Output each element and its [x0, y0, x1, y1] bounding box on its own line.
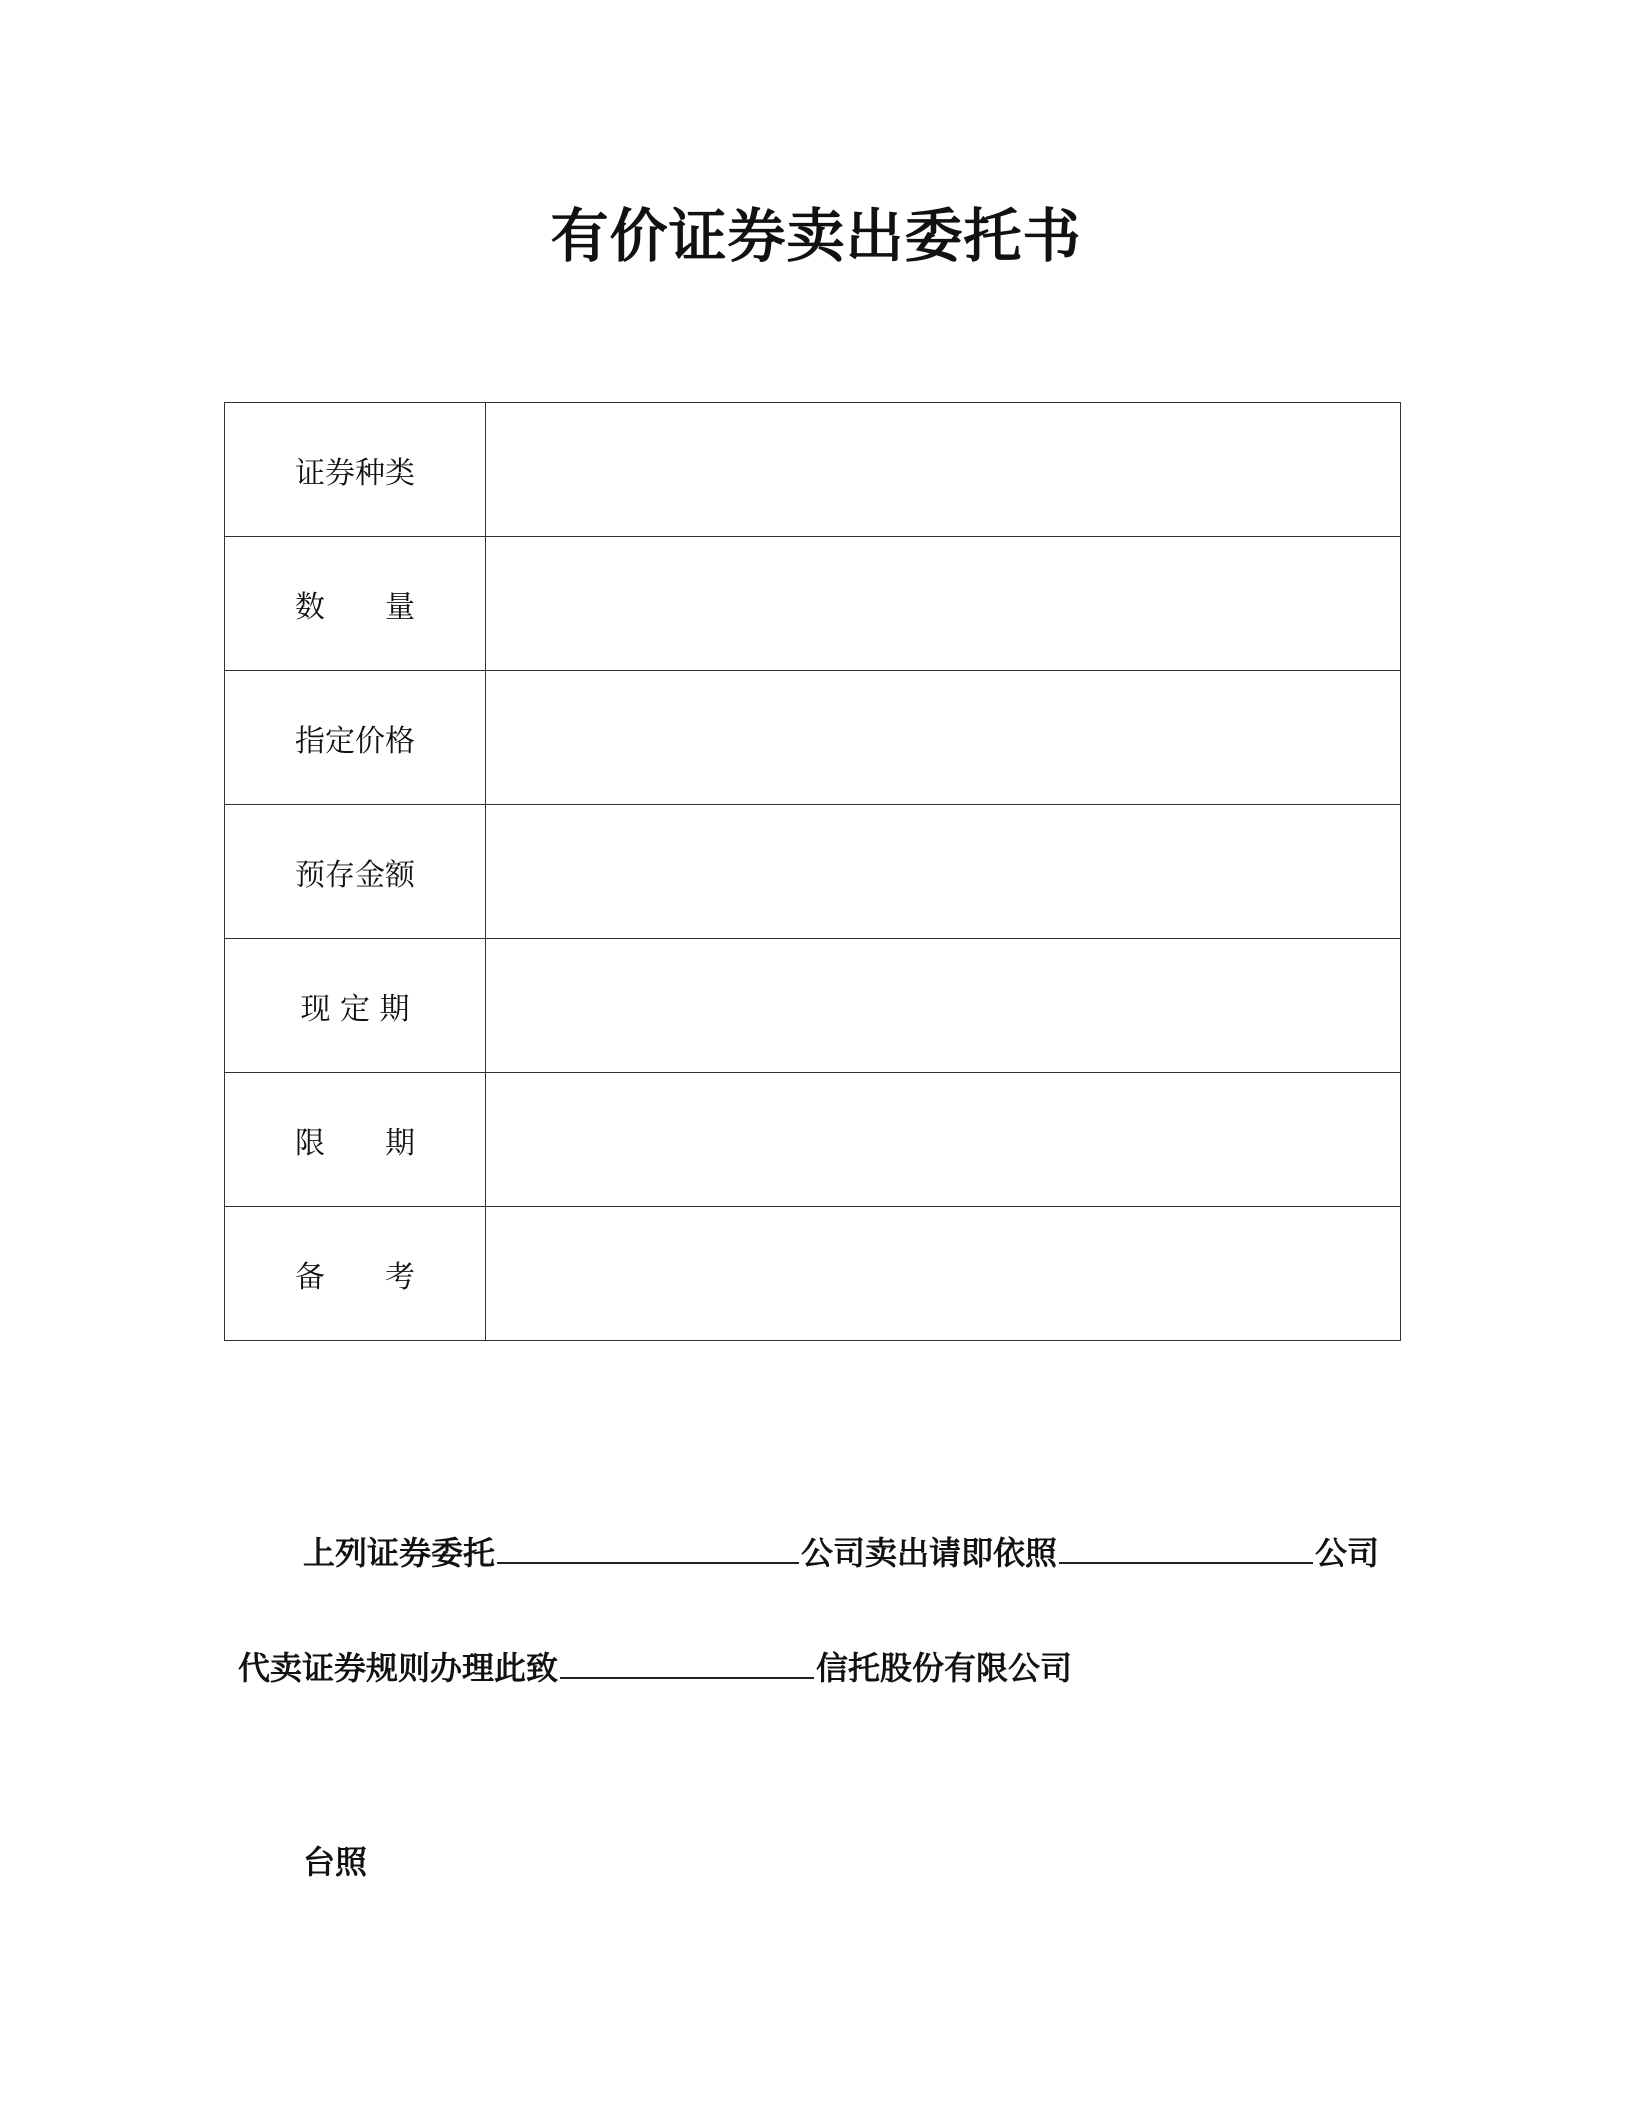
time-limit-field[interactable]: [486, 1073, 1401, 1207]
field-label-security-type: 证券种类: [295, 455, 415, 491]
label-cell: [225, 537, 486, 671]
document-title: 有价证券卖出委托书: [550, 202, 1082, 270]
table-row-security-type: [225, 403, 1401, 537]
label-cell: [225, 1207, 486, 1341]
table-row-specified-price: [225, 671, 1401, 805]
table-row-remarks: [225, 1207, 1401, 1341]
label-cell: [225, 1073, 486, 1207]
table-row-deposit-amount: [225, 805, 1401, 939]
label-cell: [225, 403, 486, 537]
statement-text: 公司卖出请即依照: [801, 1534, 1058, 1572]
deposit-amount-field[interactable]: [486, 805, 1401, 939]
table-row-current-fixed-term: [225, 939, 1401, 1073]
salutation-text: 台照: [303, 1843, 368, 1881]
rules-company-blank[interactable]: [1059, 1526, 1313, 1564]
label-cell: [225, 671, 486, 805]
remarks-field[interactable]: [486, 1207, 1401, 1341]
statement-text: 公司: [1315, 1534, 1380, 1572]
quantity-field[interactable]: [486, 537, 1401, 671]
field-label-deposit-amount: 预存金额: [295, 857, 415, 893]
specified-price-field[interactable]: [486, 671, 1401, 805]
field-label-current-fixed-term: 现 定 期: [300, 991, 410, 1027]
label-cell: [225, 939, 486, 1073]
field-label-remarks: 备 考: [295, 1259, 415, 1295]
statement-line-2: [238, 1641, 1072, 1690]
field-label-specified-price: 指定价格: [295, 723, 415, 759]
statement-text: 代卖证券规则办理此致: [238, 1649, 559, 1687]
table-row-quantity: [225, 537, 1401, 671]
statement-line-1: [303, 1526, 1379, 1575]
current-fixed-term-field[interactable]: [486, 939, 1401, 1073]
statement-text: 上列证券委托: [303, 1534, 496, 1572]
entrustment-form-table: [224, 402, 1401, 1341]
table-row-time-limit: [225, 1073, 1401, 1207]
security-type-field[interactable]: [486, 403, 1401, 537]
field-label-time-limit: 限 期: [295, 1125, 415, 1161]
label-cell: [225, 805, 486, 939]
trust-company-blank[interactable]: [560, 1641, 814, 1679]
statement-text: 信托股份有限公司: [816, 1649, 1073, 1687]
field-label-quantity: 数 量: [295, 589, 415, 625]
entrusted-company-blank[interactable]: [497, 1526, 799, 1564]
